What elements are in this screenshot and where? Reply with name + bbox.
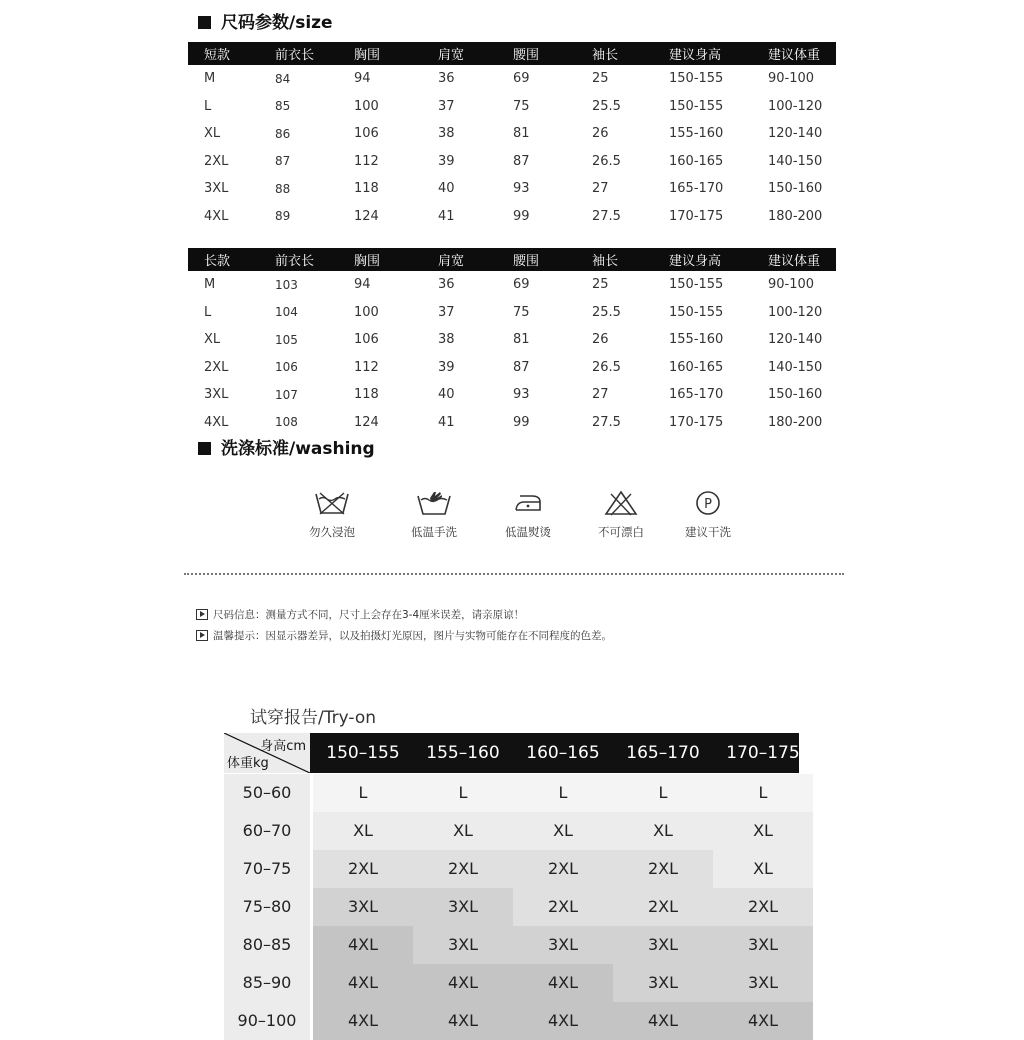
table-cell: 40: [438, 387, 455, 403]
table-cell: 89: [275, 209, 291, 224]
table-cell: 81: [513, 332, 530, 348]
table-cell: 87: [513, 359, 530, 375]
table-cell: 140-150: [768, 359, 823, 375]
tryon-size-cell: 2XL: [613, 888, 713, 926]
table-cell: 39: [438, 153, 455, 169]
column-header: 肩宽: [422, 42, 497, 65]
tryon-size-cell: L: [413, 774, 513, 812]
column-header: 胸围: [338, 42, 422, 65]
table-cell: 150-155: [669, 71, 724, 87]
table-cell: 2XL: [204, 359, 229, 375]
tryon-size-cell: 2XL: [313, 850, 413, 888]
weight-row-label: 70–75: [224, 850, 310, 888]
table-row: [188, 148, 836, 176]
table-row: [188, 93, 836, 121]
table-cell: 41: [438, 414, 455, 430]
column-header: 建议身高: [653, 42, 752, 65]
height-header: 155–160: [426, 743, 500, 763]
table-cell: 100-120: [768, 304, 823, 320]
table-cell: 40: [438, 181, 455, 197]
table-cell: 99: [513, 208, 530, 224]
table-row: [188, 326, 836, 354]
table-row: [188, 299, 836, 327]
table-cell: 37: [438, 304, 455, 320]
height-axis-label: 身高cm: [260, 739, 306, 754]
table-cell: 87: [513, 153, 530, 169]
table-header-row: [188, 248, 836, 271]
wash-item: [493, 490, 563, 540]
tryon-size-cell: 4XL: [313, 1002, 413, 1040]
tryon-size-cell: 4XL: [513, 1002, 613, 1040]
table-cell: 39: [438, 359, 455, 375]
table-cell: 155-160: [669, 126, 724, 142]
tryon-size-cell: 4XL: [413, 1002, 513, 1040]
column-header: 前衣长: [259, 248, 338, 271]
table-cell: 106: [354, 126, 379, 142]
table-cell: 108: [275, 415, 298, 430]
tryon-size-cell: XL: [513, 812, 613, 850]
table-row: [188, 409, 836, 437]
table-cell: 75: [513, 98, 530, 114]
hand-wash-icon: [416, 490, 452, 516]
table-cell: 104: [275, 305, 298, 320]
weight-row-label: 85–90: [224, 964, 310, 1002]
height-header: 150–155: [326, 743, 400, 763]
table-cell: 99: [513, 414, 530, 430]
tryon-size-cell: L: [713, 774, 813, 812]
column-header: 袖长: [576, 248, 653, 271]
table-cell: 26: [592, 332, 609, 348]
table-cell: 106: [275, 360, 298, 375]
tryon-size-cell: 3XL: [613, 926, 713, 964]
table-cell: 25: [592, 71, 609, 87]
table-cell: 107: [275, 387, 298, 402]
table-cell: 150-160: [768, 387, 823, 403]
weight-row-label: 75–80: [224, 888, 310, 926]
tryon-size-cell: 3XL: [313, 888, 413, 926]
table-cell: 93: [513, 181, 530, 197]
height-header: 165–170: [626, 743, 700, 763]
table-cell: 94: [354, 277, 371, 293]
tryon-size-cell: 4XL: [313, 964, 413, 1002]
table-cell: 118: [354, 181, 379, 197]
table-row: [188, 381, 836, 409]
tryon-size-cell: 3XL: [513, 926, 613, 964]
table-cell: 165-170: [669, 181, 724, 197]
column-header: 建议体重: [752, 42, 836, 65]
tryon-size-cell: 3XL: [713, 964, 813, 1002]
table-cell: 26.5: [592, 359, 621, 375]
no-bleach-icon: [603, 490, 639, 516]
wash-label: 低温手洗: [411, 525, 457, 539]
table-cell: 165-170: [669, 387, 724, 403]
tryon-size-cell: L: [313, 774, 413, 812]
tryon-corner-cell: [224, 733, 310, 773]
table-cell: 88: [275, 181, 291, 196]
table-cell: 85: [275, 99, 291, 114]
table-cell: 150-160: [768, 181, 823, 197]
wash-item: [673, 490, 743, 540]
tryon-size-cell: 4XL: [313, 926, 413, 964]
table-cell: 103: [275, 277, 298, 292]
table-cell: XL: [204, 126, 221, 142]
tryon-size-cell: 3XL: [613, 964, 713, 1002]
height-header: 170–175: [726, 743, 800, 763]
table-cell: 27.5: [592, 208, 621, 224]
table-cell: 120-140: [768, 126, 823, 142]
table-cell: 26.5: [592, 153, 621, 169]
table-cell: 100: [354, 304, 379, 320]
table-cell: 112: [354, 359, 379, 375]
table-row: [188, 175, 836, 203]
table-cell: 25.5: [592, 98, 621, 114]
column-header: 胸围: [338, 248, 422, 271]
table-cell: XL: [204, 332, 221, 348]
table-cell: 100-120: [768, 98, 823, 114]
wash-label: 不可漂白: [598, 525, 644, 539]
wash-label: 建议干洗: [685, 525, 731, 539]
table-cell: 4XL: [204, 414, 229, 430]
tryon-size-cell: XL: [313, 812, 413, 850]
column-header: 腰围: [497, 42, 576, 65]
table-cell: 87: [275, 154, 291, 169]
table-cell: M: [204, 277, 216, 293]
tryon-size-cell: 4XL: [713, 1002, 813, 1040]
table-cell: 93: [513, 387, 530, 403]
table-cell: 25: [592, 277, 609, 293]
wash-item: [399, 490, 469, 540]
tryon-size-cell: L: [513, 774, 613, 812]
table-cell: 170-175: [669, 414, 724, 430]
table-cell: L: [204, 304, 212, 320]
table-header-row: [188, 42, 836, 65]
table-cell: 3XL: [204, 181, 229, 197]
play-bullet-icon: [196, 630, 208, 641]
table-cell: L: [204, 98, 212, 114]
table-cell: 3XL: [204, 387, 229, 403]
table-cell: 124: [354, 208, 379, 224]
table-cell: 160-165: [669, 153, 724, 169]
column-header: 袖长: [576, 42, 653, 65]
long-size-table: [188, 248, 836, 436]
table-row: [188, 65, 836, 93]
weight-row-label: 60–70: [224, 812, 310, 850]
tryon-size-cell: 2XL: [513, 850, 613, 888]
tryon-size-cell: 3XL: [713, 926, 813, 964]
table-cell: 100: [354, 98, 379, 114]
short-size-table: [188, 42, 836, 230]
table-cell: 105: [275, 332, 298, 347]
weight-row-label: 50–60: [224, 774, 310, 812]
table-cell: 94: [354, 71, 371, 87]
table-cell: 150-155: [669, 304, 724, 320]
table-cell: 2XL: [204, 153, 229, 169]
tryon-size-cell: XL: [713, 850, 813, 888]
table-cell: 36: [438, 71, 455, 87]
table-row: [188, 120, 836, 148]
svg-text:P: P: [704, 497, 712, 512]
table-cell: M: [204, 71, 216, 87]
table-cell: 75: [513, 304, 530, 320]
table-cell: 180-200: [768, 208, 823, 224]
tryon-size-cell: L: [613, 774, 713, 812]
table-cell: 25.5: [592, 304, 621, 320]
table-cell: 90-100: [768, 277, 815, 293]
table-row: [188, 271, 836, 299]
tryon-size-cell: 4XL: [513, 964, 613, 1002]
table-cell: 118: [354, 387, 379, 403]
table-cell: 106: [354, 332, 379, 348]
tryon-size-cell: 3XL: [413, 888, 513, 926]
table-cell: 69: [513, 277, 530, 293]
iron-icon: [510, 490, 546, 516]
size-section-title: 尺码参数/size: [198, 8, 333, 33]
table-cell: 180-200: [768, 414, 823, 430]
play-bullet-icon: [196, 609, 208, 620]
table-cell: 90-100: [768, 71, 815, 87]
table-cell: 69: [513, 71, 530, 87]
table-row: [188, 203, 836, 231]
column-header: 建议体重: [752, 248, 836, 271]
table-cell: 81: [513, 126, 530, 142]
weight-axis-label: 体重kg: [227, 756, 269, 771]
table-cell: 38: [438, 332, 455, 348]
square-bullet-icon: [198, 442, 211, 455]
tryon-size-cell: 4XL: [613, 1002, 713, 1040]
square-bullet-icon: [198, 16, 211, 29]
table-cell: 120-140: [768, 332, 823, 348]
column-header: 肩宽: [422, 248, 497, 271]
table-cell: 124: [354, 414, 379, 430]
wash-tub-icon: [314, 490, 350, 516]
table-cell: 41: [438, 208, 455, 224]
tryon-size-cell: XL: [413, 812, 513, 850]
table-cell: 140-150: [768, 153, 823, 169]
tryon-size-cell: 3XL: [413, 926, 513, 964]
table-cell: 160-165: [669, 359, 724, 375]
table-cell: 84: [275, 71, 291, 86]
wash-item: [586, 490, 656, 540]
wash-label: 低温熨烫: [505, 525, 551, 539]
table-cell: 4XL: [204, 208, 229, 224]
tryon-size-cell: 2XL: [413, 850, 513, 888]
tryon-size-cell: XL: [613, 812, 713, 850]
size-info-note: 尺码信息：测量方式不同，尺寸上会存在3-4厘米误差，请亲原谅！: [196, 607, 524, 622]
table-row: [188, 354, 836, 382]
table-cell: 38: [438, 126, 455, 142]
tryon-header-row: [224, 733, 799, 773]
wash-label: 勿久浸泡: [309, 525, 355, 539]
color-tip-note: 温馨提示：因显示器差异，以及拍摄灯光原因，图片与实物可能存在不同程度的色差。: [196, 628, 612, 643]
column-header: 腰围: [497, 248, 576, 271]
column-header: 短款: [188, 42, 259, 65]
column-header: 建议身高: [653, 248, 752, 271]
dry-clean-icon: [690, 490, 726, 516]
table-cell: 170-175: [669, 208, 724, 224]
column-header: 前衣长: [259, 42, 338, 65]
tryon-size-cell: 2XL: [513, 888, 613, 926]
table-cell: 27.5: [592, 414, 621, 430]
column-header: 长款: [188, 248, 259, 271]
table-cell: 26: [592, 126, 609, 142]
table-cell: 150-155: [669, 98, 724, 114]
table-cell: 155-160: [669, 332, 724, 348]
table-cell: 86: [275, 126, 291, 141]
weight-row-label: 80–85: [224, 926, 310, 964]
tryon-size-cell: 2XL: [713, 888, 813, 926]
table-cell: 112: [354, 153, 379, 169]
tryon-title: 试穿报告/Try-on: [250, 708, 376, 728]
tryon-size-cell: XL: [713, 812, 813, 850]
dotted-divider: [184, 573, 844, 575]
tryon-size-cell: 4XL: [413, 964, 513, 1002]
tryon-size-cell: 2XL: [613, 850, 713, 888]
wash-item: [297, 490, 367, 540]
height-header: 160–165: [526, 743, 600, 763]
washing-section-title: 洗涤标准/washing: [198, 434, 375, 459]
table-cell: 27: [592, 181, 609, 197]
table-cell: 37: [438, 98, 455, 114]
table-cell: 27: [592, 387, 609, 403]
table-cell: 36: [438, 277, 455, 293]
table-cell: 150-155: [669, 277, 724, 293]
weight-row-label: 90–100: [224, 1002, 310, 1040]
